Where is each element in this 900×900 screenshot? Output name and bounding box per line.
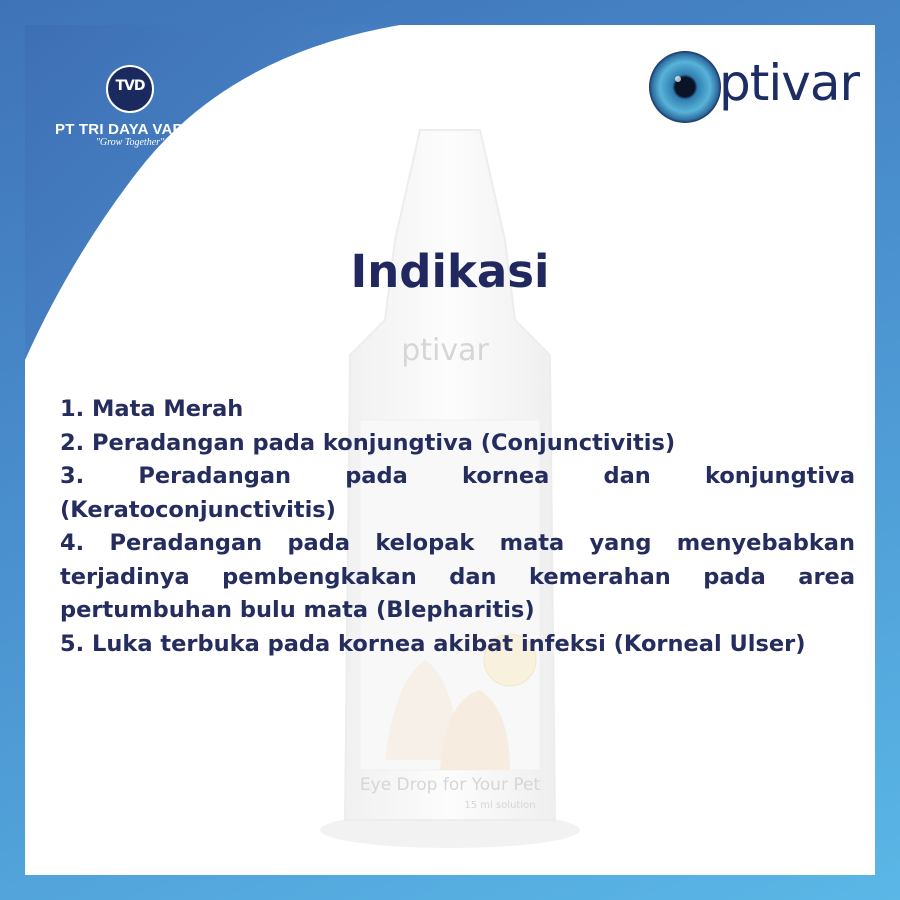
content-card xyxy=(25,25,875,875)
brand-name: ptivar xyxy=(719,54,860,112)
bottle-product-line: Eye Drop for Your Pet xyxy=(359,775,541,795)
indication-item: 2. Peradangan pada konjungtiva (Conjunctivitis) xyxy=(60,429,676,456)
indication-item: 4. Peradangan pada kelopak mata yang menyebabkan terjadinya pembengkakan dan kemerahan pada area pertumbuhan bulu mata (Blepharitis) xyxy=(60,530,855,623)
company-logo xyxy=(55,65,217,148)
tvd-emblem-icon xyxy=(106,65,154,113)
bottle-label-brand: ptivar xyxy=(401,333,489,368)
optivar-logo xyxy=(647,47,862,127)
indication-item: 1. Mata Merah xyxy=(60,396,244,422)
page-title: Indikasi xyxy=(350,245,550,298)
tvd-emblem-text: TVD xyxy=(115,78,145,94)
indication-item: 5. Luka terbuka pada kornea akibat infeksi (Korneal Ulser) xyxy=(60,630,806,657)
indication-list xyxy=(60,393,855,661)
bottle-volume: 15 ml solution xyxy=(464,800,536,811)
company-tagline: "Grow Together" xyxy=(95,137,165,148)
indication-item: 3. Peradangan pada kornea dan konjungtiva (Keratoconjunctivitis) xyxy=(60,463,855,523)
company-name: PT TRI DAYA VARUNA xyxy=(55,121,217,138)
eye-iris-icon xyxy=(647,49,723,125)
